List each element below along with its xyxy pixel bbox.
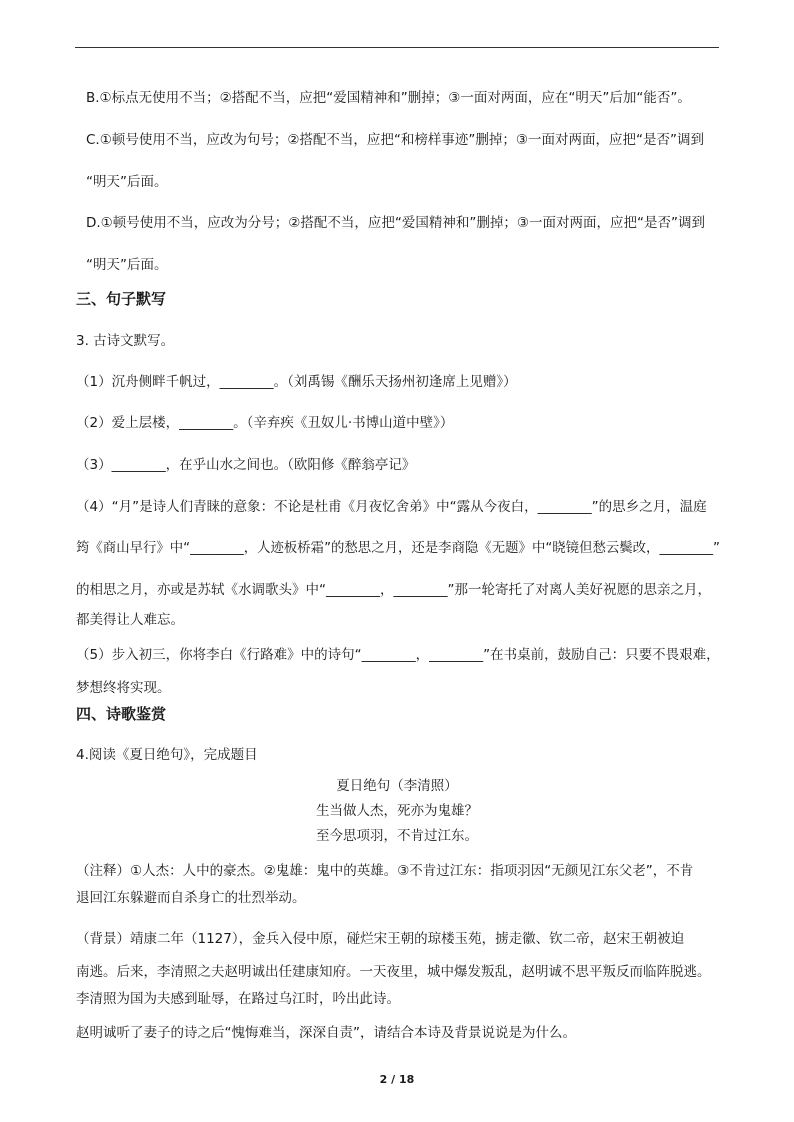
option-b: B.①标点无使用不当；②搭配不当，应把“爱国精神和”删掉；③一面对两面，应在“明天”后加“能否”。 — [86, 90, 691, 106]
annotation-line1: （注释）①人杰：人中的豪杰。②鬼雄：鬼中的英雄。③不肯过江东：指项羽因“无颜见江东父老”，不肯 — [76, 863, 694, 879]
question3-item3: （3）________，在乎山水之间也。（欧阳修《醉翁亭记》 — [76, 457, 416, 473]
question3-item5-line1: （5）步入初三，你将李白《行路难》中的诗句“________，________”在书桌前，鼓励自己：只要不畏艰难， — [76, 647, 720, 663]
question3-item4-line1: （4）“月”是诗人们青睐的意象：不论是杜甫《月夜忆舍弟》中“露从今夜白，________”的思乡之月，温庭 — [76, 499, 707, 515]
poem-line2: 至今思项羽，不肯过江东。 — [316, 828, 478, 844]
option-d-line2: “明天”后面。 — [86, 257, 168, 273]
question3-item4-line4: 都美得让人难忘。 — [76, 612, 184, 628]
header-rule — [75, 47, 719, 48]
poem-title: 夏日绝句（李清照） — [336, 778, 458, 794]
option-c-line1: C.①顿号使用不当，应改为句号；②搭配不当，应把“和榜样事迹”删掉；③一面对两面，应把“是否”调到 — [86, 132, 704, 148]
question3-item1: （1）沉舟侧畔千帆过，________。（刘禹锡《酬乐天扬州初逢席上见赠》） — [76, 374, 517, 390]
question3-item2: （2）爱上层楼，________。（辛弃疾《丑奴儿·书博山道中壁》） — [76, 415, 454, 431]
annotation-line2: 退回江东躲避而自杀身亡的壮烈举动。 — [76, 890, 306, 906]
section4-heading: 四、诗歌鉴赏 — [76, 705, 167, 723]
background-line3: 李清照为国为夫感到耻辱，在路过乌江时，吟出此诗。 — [76, 991, 400, 1007]
question4-prompt: 赵明诚听了妻子的诗之后“愧悔难当，深深自责”，请结合本诗及背景说说是为什么。 — [76, 1025, 576, 1041]
option-c-line2: “明天”后面。 — [86, 174, 168, 190]
question3-item4-line3: 的相思之月，亦或是苏轼《水调歌头》中“________，________”那一轮寄托了对离人美好祝愿的思亲之月， — [76, 582, 711, 598]
poem-line1: 生当做人杰，死亦为鬼雄？ — [316, 803, 478, 819]
question4-title: 4.阅读《夏日绝句》，完成题目 — [76, 747, 258, 763]
background-line2: 南逃。后来，李清照之夫赵明诚出任建康知府。一天夜里，城中爆发叛乱，赵明诚不思平叛反而临阵脱逃。 — [76, 964, 711, 980]
question3-item5-line2: 梦想终将实现。 — [76, 680, 171, 696]
question3-title: 3. 古诗文默写。 — [76, 333, 175, 349]
page-number: 2 / 18 — [379, 1073, 415, 1086]
option-d-line1: D.①顿号使用不当，应改为分号；②搭配不当，应把“爱国精神和”删掉；③一面对两面，应把“是否”调到 — [86, 215, 705, 231]
question3-item4-line2: 筠《商山早行》中“________，人迹板桥霜”的愁思之月，还是李商隐《无题》中“晓镜但愁云鬓改，________” — [76, 540, 720, 556]
background-line1: （背景）靖康二年（1127），金兵入侵中原，碰烂宋王朝的琼楼玉苑，掳走徽、钦二帝，赵宋王朝被迫 — [76, 931, 685, 947]
section3-heading: 三、句子默写 — [76, 290, 167, 308]
